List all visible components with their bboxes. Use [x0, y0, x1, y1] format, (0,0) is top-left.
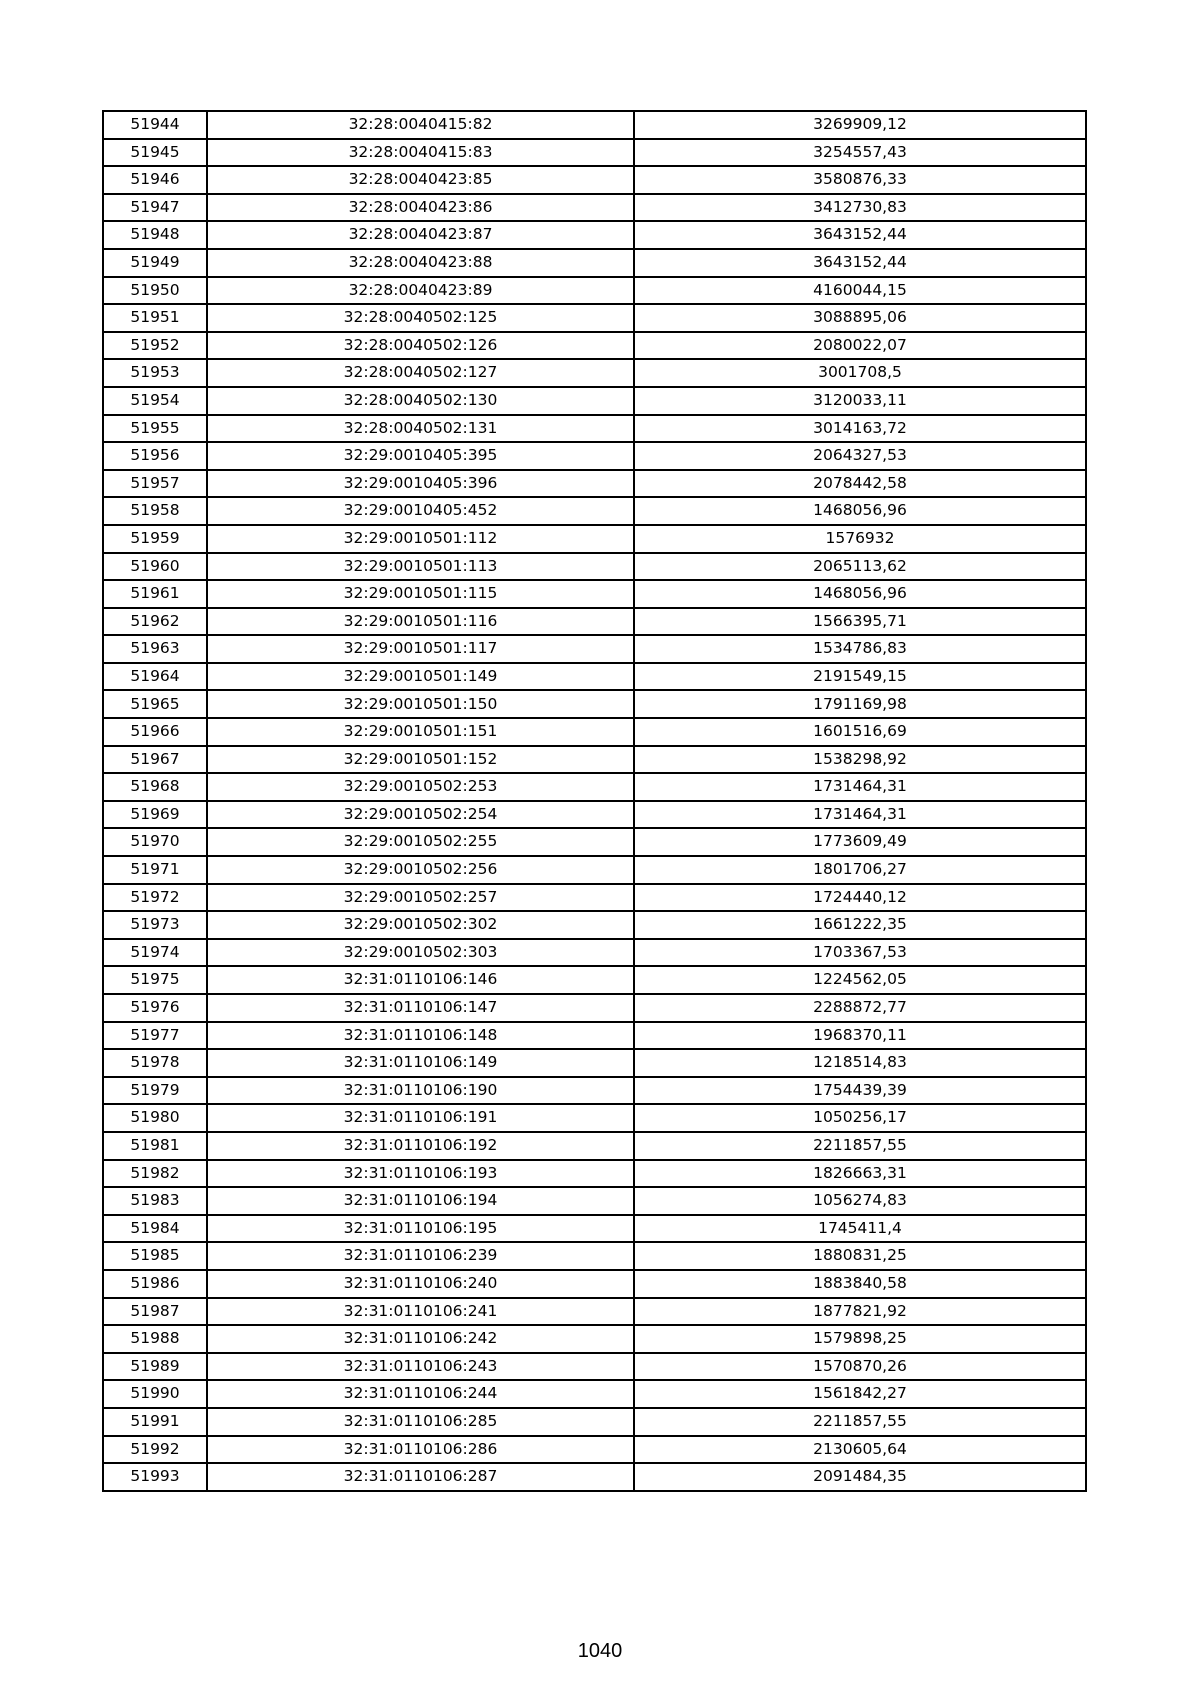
row-number-cell: 51977 [103, 1022, 207, 1050]
cadastral-number-cell: 32:29:0010501:149 [207, 663, 634, 691]
value-cell: 1754439,39 [634, 1077, 1086, 1105]
table-row [103, 1270, 1086, 1298]
value-cell: 1224562,05 [634, 966, 1086, 994]
row-number-cell: 51957 [103, 470, 207, 498]
row-number-cell: 51960 [103, 553, 207, 581]
table-row [103, 387, 1086, 415]
row-number-cell: 51947 [103, 194, 207, 222]
row-number-cell: 51972 [103, 884, 207, 912]
cadastral-number-cell: 32:29:0010502:257 [207, 884, 634, 912]
cadastral-number-cell: 32:29:0010502:302 [207, 911, 634, 939]
value-cell: 1561842,27 [634, 1380, 1086, 1408]
cadastral-number-cell: 32:31:0110106:242 [207, 1325, 634, 1353]
value-cell: 1218514,83 [634, 1049, 1086, 1077]
table-row [103, 1353, 1086, 1381]
cadastral-number-cell: 32:29:0010502:255 [207, 828, 634, 856]
row-number-cell: 51954 [103, 387, 207, 415]
cadastral-number-cell: 32:31:0110106:286 [207, 1436, 634, 1464]
value-cell: 1056274,83 [634, 1187, 1086, 1215]
cadastral-number-cell: 32:29:0010501:112 [207, 525, 634, 553]
row-number-cell: 51961 [103, 580, 207, 608]
row-number-cell: 51975 [103, 966, 207, 994]
row-number-cell: 51993 [103, 1463, 207, 1491]
table-row [103, 1187, 1086, 1215]
row-number-cell: 51978 [103, 1049, 207, 1077]
table-row [103, 773, 1086, 801]
row-number-cell: 51983 [103, 1187, 207, 1215]
value-cell: 1791169,98 [634, 690, 1086, 718]
cadastral-number-cell: 32:31:0110106:147 [207, 994, 634, 1022]
value-cell: 2288872,77 [634, 994, 1086, 1022]
row-number-cell: 51981 [103, 1132, 207, 1160]
table-row [103, 1408, 1086, 1436]
row-number-cell: 51982 [103, 1160, 207, 1188]
row-number-cell: 51980 [103, 1104, 207, 1132]
value-cell: 1880831,25 [634, 1242, 1086, 1270]
row-number-cell: 51949 [103, 249, 207, 277]
table-row [103, 470, 1086, 498]
cadastral-number-cell: 32:29:0010405:395 [207, 442, 634, 470]
row-number-cell: 51955 [103, 415, 207, 443]
value-cell: 3254557,43 [634, 139, 1086, 167]
value-cell: 1534786,83 [634, 635, 1086, 663]
cadastral-number-cell: 32:29:0010502:256 [207, 856, 634, 884]
row-number-cell: 51970 [103, 828, 207, 856]
table-row [103, 1215, 1086, 1243]
table-row [103, 966, 1086, 994]
cadastral-number-cell: 32:31:0110106:149 [207, 1049, 634, 1077]
cadastral-number-cell: 32:31:0110106:193 [207, 1160, 634, 1188]
value-cell: 4160044,15 [634, 277, 1086, 305]
row-number-cell: 51987 [103, 1298, 207, 1326]
cadastral-number-cell: 32:29:0010501:113 [207, 553, 634, 581]
table-row [103, 608, 1086, 636]
table-row [103, 1380, 1086, 1408]
cadastral-number-cell: 32:31:0110106:239 [207, 1242, 634, 1270]
table-row [103, 801, 1086, 829]
value-cell: 3014163,72 [634, 415, 1086, 443]
value-cell: 1801706,27 [634, 856, 1086, 884]
value-cell: 1468056,96 [634, 497, 1086, 525]
table-row [103, 635, 1086, 663]
row-number-cell: 51971 [103, 856, 207, 884]
value-cell: 1661222,35 [634, 911, 1086, 939]
value-cell: 3120033,11 [634, 387, 1086, 415]
cadastral-number-cell: 32:29:0010501:116 [207, 608, 634, 636]
cadastral-number-cell: 32:29:0010501:151 [207, 718, 634, 746]
row-number-cell: 51950 [103, 277, 207, 305]
cadastral-number-cell: 32:29:0010501:152 [207, 746, 634, 774]
row-number-cell: 51988 [103, 1325, 207, 1353]
row-number-cell: 51952 [103, 332, 207, 360]
value-cell: 1773609,49 [634, 828, 1086, 856]
row-number-cell: 51969 [103, 801, 207, 829]
cadastral-number-cell: 32:28:0040423:86 [207, 194, 634, 222]
value-cell: 1601516,69 [634, 718, 1086, 746]
value-cell: 3088895,06 [634, 304, 1086, 332]
table-row [103, 856, 1086, 884]
cadastral-number-cell: 32:31:0110106:195 [207, 1215, 634, 1243]
row-number-cell: 51964 [103, 663, 207, 691]
value-cell: 2064327,53 [634, 442, 1086, 470]
row-number-cell: 51968 [103, 773, 207, 801]
page-number: 1040 [577, 1640, 623, 1662]
value-cell: 1724440,12 [634, 884, 1086, 912]
row-number-cell: 51979 [103, 1077, 207, 1105]
row-number-cell: 51953 [103, 359, 207, 387]
cadastral-number-cell: 32:28:0040423:89 [207, 277, 634, 305]
table-row [103, 194, 1086, 222]
value-cell: 1566395,71 [634, 608, 1086, 636]
cadastral-number-cell: 32:31:0110106:190 [207, 1077, 634, 1105]
cadastral-number-cell: 32:29:0010501:115 [207, 580, 634, 608]
table-row [103, 690, 1086, 718]
value-cell: 2211857,55 [634, 1132, 1086, 1160]
cadastral-number-cell: 32:29:0010501:117 [207, 635, 634, 663]
value-cell: 2211857,55 [634, 1408, 1086, 1436]
cadastral-number-cell: 32:31:0110106:287 [207, 1463, 634, 1491]
row-number-cell: 51984 [103, 1215, 207, 1243]
table-row [103, 359, 1086, 387]
row-number-cell: 51992 [103, 1436, 207, 1464]
value-cell: 1538298,92 [634, 746, 1086, 774]
cadastral-number-cell: 32:28:0040502:125 [207, 304, 634, 332]
table-row [103, 939, 1086, 967]
row-number-cell: 51963 [103, 635, 207, 663]
value-cell: 1703367,53 [634, 939, 1086, 967]
row-number-cell: 51948 [103, 221, 207, 249]
row-number-cell: 51986 [103, 1270, 207, 1298]
value-cell: 1731464,31 [634, 773, 1086, 801]
cadastral-number-cell: 32:31:0110106:148 [207, 1022, 634, 1050]
table-row [103, 553, 1086, 581]
table-row [103, 1104, 1086, 1132]
value-cell: 1576932 [634, 525, 1086, 553]
row-number-cell: 51958 [103, 497, 207, 525]
value-cell: 1570870,26 [634, 1353, 1086, 1381]
table-row [103, 525, 1086, 553]
row-number-cell: 51951 [103, 304, 207, 332]
cadastral-number-cell: 32:31:0110106:244 [207, 1380, 634, 1408]
value-cell: 3269909,12 [634, 111, 1086, 139]
value-cell: 2091484,35 [634, 1463, 1086, 1491]
table-row [103, 1436, 1086, 1464]
value-cell: 1731464,31 [634, 801, 1086, 829]
table-row [103, 663, 1086, 691]
cadastral-number-cell: 32:29:0010405:452 [207, 497, 634, 525]
cadastral-number-cell: 32:28:0040423:87 [207, 221, 634, 249]
cadastral-number-cell: 32:31:0110106:243 [207, 1353, 634, 1381]
value-cell: 1883840,58 [634, 1270, 1086, 1298]
cadastral-number-cell: 32:28:0040502:127 [207, 359, 634, 387]
table-row [103, 277, 1086, 305]
table-row [103, 332, 1086, 360]
table-row [103, 884, 1086, 912]
row-number-cell: 51991 [103, 1408, 207, 1436]
table-row [103, 249, 1086, 277]
table-row [103, 1132, 1086, 1160]
cadastral-number-cell: 32:31:0110106:192 [207, 1132, 634, 1160]
row-number-cell: 51985 [103, 1242, 207, 1270]
row-number-cell: 51989 [103, 1353, 207, 1381]
table-row [103, 828, 1086, 856]
table-row [103, 304, 1086, 332]
cadastral-number-cell: 32:28:0040502:130 [207, 387, 634, 415]
table-row [103, 580, 1086, 608]
cadastral-value-table [102, 110, 1087, 1492]
table-row [103, 415, 1086, 443]
cadastral-number-cell: 32:28:0040423:85 [207, 166, 634, 194]
table-row [103, 1298, 1086, 1326]
value-cell: 1050256,17 [634, 1104, 1086, 1132]
row-number-cell: 51976 [103, 994, 207, 1022]
table-row [103, 1242, 1086, 1270]
cadastral-number-cell: 32:31:0110106:241 [207, 1298, 634, 1326]
value-cell: 3580876,33 [634, 166, 1086, 194]
value-cell: 1826663,31 [634, 1160, 1086, 1188]
row-number-cell: 51946 [103, 166, 207, 194]
cadastral-number-cell: 32:29:0010502:253 [207, 773, 634, 801]
cadastral-number-cell: 32:28:0040415:82 [207, 111, 634, 139]
row-number-cell: 51959 [103, 525, 207, 553]
row-number-cell: 51973 [103, 911, 207, 939]
row-number-cell: 51944 [103, 111, 207, 139]
table-body [103, 111, 1086, 1491]
value-cell: 2078442,58 [634, 470, 1086, 498]
value-cell: 2080022,07 [634, 332, 1086, 360]
table-row [103, 1325, 1086, 1353]
row-number-cell: 51966 [103, 718, 207, 746]
table-row [103, 718, 1086, 746]
value-cell: 1877821,92 [634, 1298, 1086, 1326]
cadastral-number-cell: 32:29:0010501:150 [207, 690, 634, 718]
cadastral-number-cell: 32:28:0040423:88 [207, 249, 634, 277]
table-row [103, 442, 1086, 470]
table-row [103, 911, 1086, 939]
value-cell: 3643152,44 [634, 249, 1086, 277]
value-cell: 1468056,96 [634, 580, 1086, 608]
value-cell: 3412730,83 [634, 194, 1086, 222]
cadastral-number-cell: 32:31:0110106:285 [207, 1408, 634, 1436]
value-cell: 1968370,11 [634, 1022, 1086, 1050]
cadastral-number-cell: 32:29:0010502:254 [207, 801, 634, 829]
table-row [103, 1077, 1086, 1105]
cadastral-number-cell: 32:31:0110106:146 [207, 966, 634, 994]
table-row [103, 139, 1086, 167]
value-cell: 1745411,4 [634, 1215, 1086, 1243]
table-row [103, 1022, 1086, 1050]
row-number-cell: 51956 [103, 442, 207, 470]
table-row [103, 994, 1086, 1022]
value-cell: 2191549,15 [634, 663, 1086, 691]
table-row [103, 111, 1086, 139]
value-cell: 3643152,44 [634, 221, 1086, 249]
cadastral-number-cell: 32:31:0110106:194 [207, 1187, 634, 1215]
value-cell: 1579898,25 [634, 1325, 1086, 1353]
row-number-cell: 51990 [103, 1380, 207, 1408]
cadastral-number-cell: 32:28:0040502:131 [207, 415, 634, 443]
table-row [103, 1463, 1086, 1491]
table-row [103, 166, 1086, 194]
table-row [103, 1160, 1086, 1188]
value-cell: 3001708,5 [634, 359, 1086, 387]
cadastral-number-cell: 32:28:0040415:83 [207, 139, 634, 167]
table-row [103, 497, 1086, 525]
value-cell: 2130605,64 [634, 1436, 1086, 1464]
cadastral-number-cell: 32:31:0110106:191 [207, 1104, 634, 1132]
row-number-cell: 51967 [103, 746, 207, 774]
row-number-cell: 51945 [103, 139, 207, 167]
row-number-cell: 51974 [103, 939, 207, 967]
row-number-cell: 51965 [103, 690, 207, 718]
cadastral-number-cell: 32:28:0040502:126 [207, 332, 634, 360]
cadastral-number-cell: 32:29:0010405:396 [207, 470, 634, 498]
table-row [103, 1049, 1086, 1077]
table-row [103, 746, 1086, 774]
cadastral-number-cell: 32:31:0110106:240 [207, 1270, 634, 1298]
row-number-cell: 51962 [103, 608, 207, 636]
value-cell: 2065113,62 [634, 553, 1086, 581]
table-row [103, 221, 1086, 249]
cadastral-number-cell: 32:29:0010502:303 [207, 939, 634, 967]
